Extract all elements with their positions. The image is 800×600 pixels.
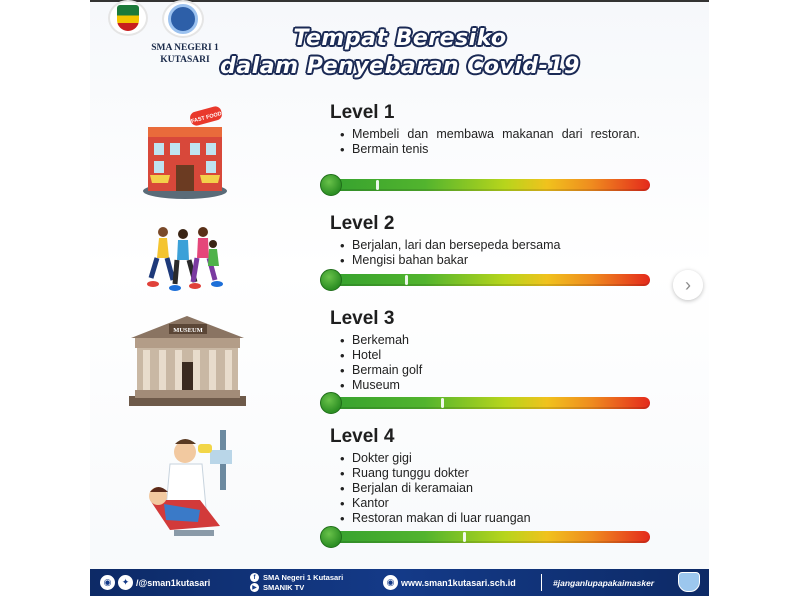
school-name-line1: SMA NEGERI 1	[151, 43, 219, 53]
level-2-section	[330, 213, 660, 268]
level-3-item: • Berkemah	[330, 333, 660, 348]
school-logo	[162, 0, 204, 38]
facebook-icon: f	[250, 573, 259, 582]
level-4-section	[330, 426, 660, 526]
risk-bar-knob	[320, 526, 342, 548]
website-link[interactable]: www.sman1kutasari.sch.id	[401, 577, 516, 588]
level-3-section	[330, 308, 660, 393]
footer-hashtag: #janganlupapakaimasker	[553, 577, 655, 588]
risk-bar-marker	[376, 180, 379, 190]
globe-icon: ◉	[383, 575, 398, 590]
risk-bar-track	[328, 531, 650, 543]
level-1-title: Level 1	[330, 102, 395, 123]
footer-bar	[90, 569, 709, 596]
risk-bar-track	[328, 274, 650, 286]
level-4-item: • Kantor	[330, 496, 660, 511]
footer-social	[100, 569, 210, 596]
risk-bar-marker	[463, 532, 466, 542]
level-4-item: • Dokter gigi	[330, 451, 660, 466]
risk-bar-knob	[320, 392, 342, 414]
level-3-title: Level 3	[330, 308, 395, 329]
school-name-line2: KUTASARI	[160, 55, 210, 65]
level-4-title: Level 4	[330, 426, 395, 447]
museum-sign-text: MUSEUM	[173, 327, 203, 334]
page-title-line1: Tempat Beresiko	[293, 26, 507, 51]
level-1-item: • Bermain tenis	[330, 142, 660, 157]
risk-bar-track	[328, 397, 650, 409]
youtube-icon: ▶	[250, 583, 259, 592]
level-1-item: • Membeli dan membawa makanan dari restoran.	[330, 127, 640, 142]
page-title-line2: dalam Penyebaran Covid-19	[220, 54, 580, 79]
risk-bar-knob	[320, 269, 342, 291]
level-2-title: Level 2	[330, 213, 395, 234]
level-2-item: • Berjalan, lari dan bersepeda bersama	[330, 238, 660, 253]
level-4-item: • Restoran makan di luar ruangan	[330, 511, 660, 526]
instagram-icon: ◉	[100, 575, 115, 590]
footer-divider	[541, 574, 542, 591]
runners-illustration	[145, 222, 225, 300]
risk-bar-level-1	[320, 174, 650, 196]
risk-bar-level-3	[320, 392, 650, 414]
risk-bar-level-4	[320, 526, 650, 548]
risk-bar-level-2	[320, 269, 650, 291]
dentist-illustration	[140, 430, 240, 538]
risk-bar-knob	[320, 174, 342, 196]
level-3-item: • Hotel	[330, 348, 660, 363]
level-3-item: • Bermain golf	[330, 363, 660, 378]
next-slide-button[interactable]	[673, 270, 703, 300]
level-1-section	[330, 102, 660, 157]
footer-website	[383, 569, 516, 596]
infographic-post	[90, 0, 709, 596]
mask-icon	[678, 572, 700, 592]
level-2-item: • Mengisi bahan bakar	[330, 253, 660, 268]
level-3-item: • Museum	[330, 378, 660, 393]
school-label: SMA Negeri 1 Kutasari	[263, 572, 344, 582]
twitter-icon: ✦	[118, 575, 133, 590]
social-handle: /@sman1kutasari	[136, 577, 211, 588]
footer-school	[250, 569, 343, 596]
restaurant-illustration	[140, 105, 230, 200]
level-4-item: • Ruang tunggu dokter	[330, 466, 660, 481]
risk-bar-marker	[405, 275, 408, 285]
restaurant-sign-text: FAST FOOD	[190, 110, 223, 125]
museum-illustration	[125, 312, 250, 410]
risk-bar-marker	[441, 398, 444, 408]
regency-logo	[108, 0, 148, 36]
level-4-item: • Berjalan di keramaian	[330, 481, 660, 496]
chevron-right-icon: ›	[685, 274, 691, 295]
tv-label: SMANIK TV	[263, 582, 305, 592]
